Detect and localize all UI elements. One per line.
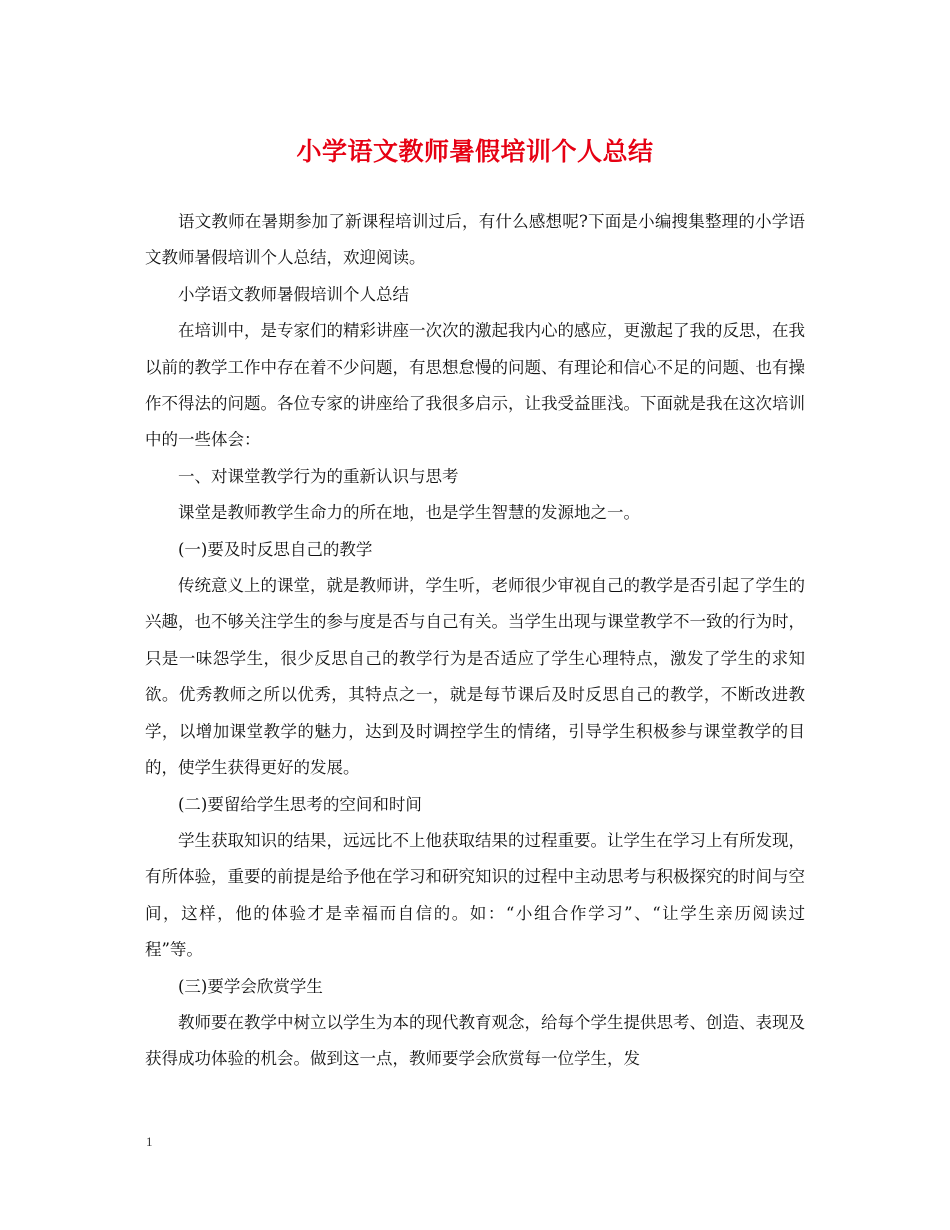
body-paragraph: 学生获取知识的结果，远远比不上他获取结果的过程重要。让学生在学习上有所发现，有所体验，重要的前提是给予他在学习和研究知识的过程中主动思考与积极探究的时间与空间，这样，他的体验才是幸福而自信的。如：“小组合作学习”、“让学生亲历阅读过程”等。 <box>145 830 805 960</box>
document-body <box>145 204 805 1078</box>
subtitle-paragraph: 小学语文教师暑假培训个人总结 <box>178 284 409 304</box>
body-paragraph: 课堂是教师教学生命力的所在地，也是学生智慧的发源地之一。 <box>178 503 640 523</box>
page-number: 1 <box>146 1134 153 1149</box>
intro-paragraph: 语文教师在暑期参加了新课程培训过后，有什么感想呢?下面是小编搜集整理的小学语文教师暑假培训个人总结，欢迎阅读。 <box>145 212 805 268</box>
body-paragraph: 教师要在教学中树立以学生为本的现代教育观念，给每个学生提供思考、创造、表现及获得成功体验的机会。做到这一点，教师要学会欣赏每一位学生，发 <box>145 1012 805 1069</box>
body-paragraph: 传统意义上的课堂，就是教师讲，学生听，老师很少审视自己的教学是否引起了学生的兴趣，也不够关注学生的参与度是否与自己有关。当学生出现与课堂教学不一致的行为时，只是一味怨学生，很少反思自己的教学行为是否适应了学生心理特点，激发了学生的求知欲。优秀教师之所以优秀，其特点之一，就是每节课后及时反思自己的教学，不断改进教学，以增加课堂教学的魅力，达到及时调控学生的情绪，引导学生积极参与课堂教学的目的，使学生获得更好的发展。 <box>145 576 805 778</box>
subsection-heading: (一)要及时反思自己的教学 <box>178 539 373 559</box>
section-heading: 一、对课堂教学行为的重新认识与思考 <box>178 466 459 486</box>
subsection-heading: (三)要学会欣赏学生 <box>178 976 323 996</box>
body-paragraph: 在培训中，是专家们的精彩讲座一次次的激起我内心的感应，更激起了我的反思，在我以前的教学工作中存在着不少问题，有思想怠慢的问题、有理论和信心不足的问题、也有操作不得法的问题。各位专家的讲座给了我很多启示，让我受益匪浅。下面就是我在这次培训中的一些体会： <box>145 321 805 450</box>
document-title: 小学语文教师暑假培训个人总结 <box>296 137 654 166</box>
subsection-heading: (二)要留给学生思考的空间和时间 <box>178 794 422 814</box>
